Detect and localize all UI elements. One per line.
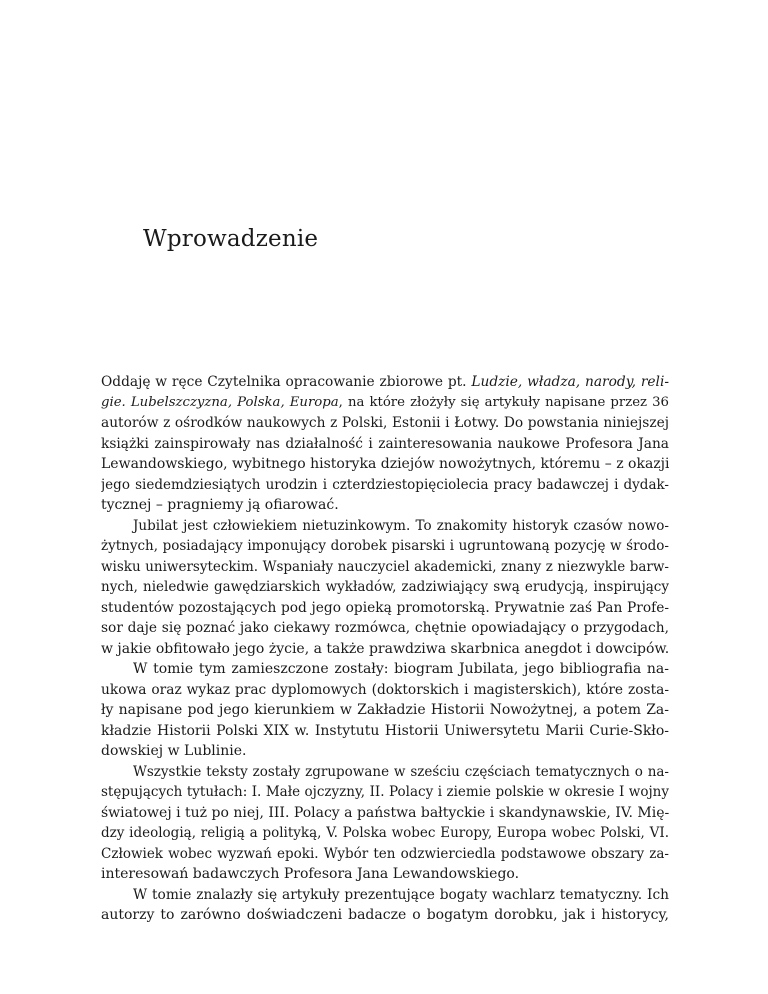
text-line <box>101 393 669 414</box>
text-line <box>101 454 669 475</box>
text-run: Człowiek wobec wyzwań epoki. Wybór ten odzwierciedla podstawowe obszary za- <box>101 845 669 862</box>
text-run: tycznej – pragniemy ją ofiarować. <box>101 497 339 513</box>
text-run: ukowa oraz wykaz prac dyplomowych (doktorskich i magisterskich), które zosta- <box>101 681 669 698</box>
text-run: kładzie Historii Polski XIX w. Instytutu Historii Uniwersytetu Marii Curie-Skło- <box>101 722 669 739</box>
italic-text-run: Ludzie, władza, narody, reli- <box>471 374 669 390</box>
text-run: autorów z ośrodków naukowych z Polski, Estonii i Łotwy. Do powstania niniejszej <box>101 415 669 431</box>
text-line <box>101 598 669 619</box>
text-run: światowej i tuż po niej, III. Polacy a państwa bałtyckie i skandynawskie, IV. Mię- <box>101 804 669 821</box>
text-line <box>101 639 669 660</box>
text-line <box>101 372 669 393</box>
text-line <box>101 495 669 516</box>
text-line <box>101 536 669 557</box>
text-run: stępujących tytułach: I. Małe ojczyzny, II. Polacy i ziemie polskie w okresie I wojny <box>101 784 669 800</box>
text-run: dowskiej w Lublinie. <box>101 743 247 759</box>
text-line <box>101 844 669 865</box>
text-line <box>101 577 669 598</box>
text-line <box>101 475 669 496</box>
text-run: autorzy to zarówno doświadczeni badacze o bogatym dorobku, jak i historycy, <box>101 907 669 923</box>
text-run: sor daje się poznać jako ciekawy rozmówca, chętnie opowiadający o przygodach, <box>101 620 669 636</box>
text-line <box>101 557 669 578</box>
text-line <box>101 659 669 680</box>
text-run: jego siedemdziesiątych urodzin i czterdziestopięciolecia pracy badawczej i dydak- <box>101 476 669 493</box>
text-line <box>101 885 669 906</box>
text-line <box>101 516 669 537</box>
text-line <box>101 905 669 926</box>
text-line <box>101 762 669 783</box>
text-line <box>101 803 669 824</box>
text-line <box>101 782 669 803</box>
text-run: dzy ideologią, religią a polityką, V. Polska wobec Europy, Europa wobec Polski, VI. <box>101 825 669 841</box>
text-run: wisku uniwersyteckim. Wspaniały nauczyciel akademicki, znany z niezwykle barw- <box>101 558 669 575</box>
text-line <box>101 721 669 742</box>
text-line <box>101 700 669 721</box>
text-run: W tomie znalazły się artykuły prezentujące bogaty wachlarz tematyczny. Ich <box>133 886 669 903</box>
text-run: Lewandowskiego, wybitnego historyka dziejów nowożytnych, któremu – z okazji <box>101 456 669 472</box>
text-run: , na które złożyły się artykuły napisane przez 36 <box>338 394 669 410</box>
chapter-title: Wprowadzenie <box>143 226 319 252</box>
text-run: studentów pozostających pod jego opieką promotorską. Prywatnie zaś Pan Profe- <box>101 599 669 616</box>
text-run: ły napisane pod jego kierunkiem w Zakładzie Historii Nowożytnej, a potem Za- <box>101 702 669 718</box>
text-line <box>101 823 669 844</box>
text-line <box>101 434 669 455</box>
text-run: w jakie obfitowało jego życie, a także prawdziwa skarbnica anegdot i dowcipów. <box>101 640 669 657</box>
italic-text-run: gie. Lubelszczyzna, Polska, Europa <box>101 394 339 410</box>
text-run: Oddaję w ręce Czytelnika opracowanie zbiorowe pt. <box>101 374 472 390</box>
text-line <box>101 413 669 434</box>
text-run: Jubilat jest człowiekiem nietuzinkowym. To znakomity historyk czasów nowo- <box>133 517 669 534</box>
text-line <box>101 741 669 762</box>
text-run: interesowań badawczych Profesora Jana Lewandowskiego. <box>101 866 520 882</box>
text-run: nych, nieledwie gawędziarskich wykładów, zadziwiający swą erudycją, inspirujący <box>101 579 669 595</box>
text-line <box>101 680 669 701</box>
text-line <box>101 864 669 885</box>
text-run: książki zainspirowały nas działalność i zainteresowania naukowe Profesora Jana <box>101 435 669 452</box>
text-run: W tomie tym zamieszczone zostały: biogram Jubilata, jego bibliografia na- <box>133 661 669 677</box>
text-run: żytnych, posiadający imponujący dorobek pisarski i ugruntowaną pozycję w środo- <box>101 538 669 554</box>
text-line <box>101 618 669 639</box>
body-text <box>101 372 669 926</box>
text-run: Wszystkie teksty zostały zgrupowane w sześciu częściach tematycznych o na- <box>133 763 669 780</box>
